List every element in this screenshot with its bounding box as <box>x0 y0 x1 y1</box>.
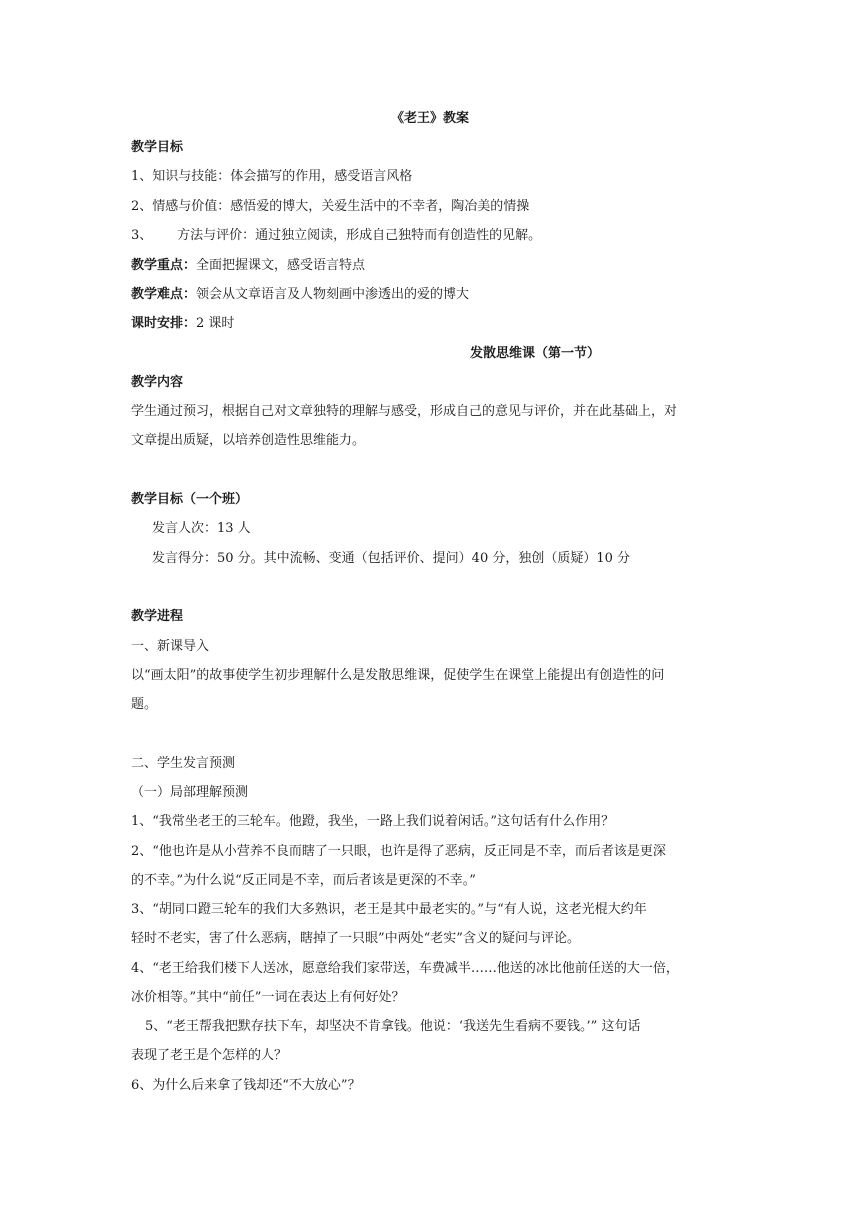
section-text: 以“画太阳”的故事使学生初步理解什么是发散思维课，促使学生在课堂上能提出有创造性的问 <box>131 668 665 683</box>
schedule-label: 课时安排： <box>131 316 197 331</box>
process-heading: 教学进程 <box>131 609 184 624</box>
document-title: 《老王》教案 <box>390 111 469 126</box>
lesson-title: 发散思维课（第一节） <box>470 346 601 361</box>
question-item: 冰价相等。”其中“前任”一词在表达上有何好处？ <box>131 990 405 1005</box>
speech-count: 发言人次：13 人 <box>152 521 251 536</box>
subsection-heading: （一）局部理解预测 <box>131 785 249 800</box>
speech-score: 发言得分：50 分。其中流畅、变通（包括评价、提问）40 分，独创（质疑）10 分 <box>152 551 631 566</box>
question-item: 2、“他也许是从小营养不良而瞎了一只眼，也许是得了恶病，反正同是不幸，而后者该是更深 <box>131 844 666 859</box>
key-point-text: 全面把握课文，感受语言特点 <box>196 258 366 273</box>
objective-item: 3、 方法与评价：通过独立阅读，形成自己独特而有创造性的见解。 <box>131 228 542 243</box>
difficulty-label: 教学难点： <box>131 287 197 302</box>
difficulty <box>131 285 731 305</box>
section-heading: 二、学生发言预测 <box>131 756 236 771</box>
schedule <box>131 314 731 334</box>
question-item: 表现了老王是个怎样的人？ <box>131 1048 288 1063</box>
class-goal-heading: 教学目标（一个班） <box>131 492 249 507</box>
question-item: 4、“老王给我们楼下人送冰，愿意给我们家带送，车费减半……他送的冰比他前任送的大一倍， <box>131 961 679 976</box>
question-item: 1、“我常坐老王的三轮车。他蹬，我坐，一路上我们说着闲话。”这句话有什么作用？ <box>131 814 615 829</box>
question-item: 的不幸。”为什么说“反正同是不幸，而后者该是更深的不幸。” <box>131 873 476 888</box>
objective-item: 2、情感与价值：感悟爱的博大，关爱生活中的不幸者，陶冶美的情操 <box>131 199 530 214</box>
content-heading: 教学内容 <box>131 375 184 390</box>
objective-item: 1、知识与技能：体会描写的作用，感受语言风格 <box>131 169 413 184</box>
section-text: 题。 <box>131 697 158 712</box>
schedule-text: 2 课时 <box>196 316 235 331</box>
question-item: 6、为什么后来拿了钱却还“不大放心”？ <box>131 1078 361 1093</box>
question-item: 轻时不老实，害了什么恶病，瞎掉了一只眼”中两处“老实”含义的疑问与评论。 <box>131 931 580 946</box>
key-point-label: 教学重点： <box>131 258 197 273</box>
objectives-heading: 教学目标 <box>131 140 184 155</box>
section-heading: 一、新课导入 <box>131 639 210 654</box>
key-point <box>131 256 731 276</box>
difficulty-text: 领会从文章语言及人物刻画中渗透出的爱的博大 <box>196 287 470 302</box>
question-item: 5、“老王帮我把默存扶下车，却坚决不肯拿钱。他说：‘我送先生看病不要钱。’” 这句话 <box>145 1019 641 1034</box>
content-text: 文章提出质疑，以培养创造性思维能力。 <box>131 433 366 448</box>
content-text: 学生通过预习，根据自己对文章独特的理解与感受，形成自己的意见与评价，并在此基础上，对 <box>131 404 678 419</box>
question-item: 3、“胡同口蹬三轮车的我们大多熟识，老王是其中最老实的。”与“有人说，这老光棍大约年 <box>131 902 647 917</box>
